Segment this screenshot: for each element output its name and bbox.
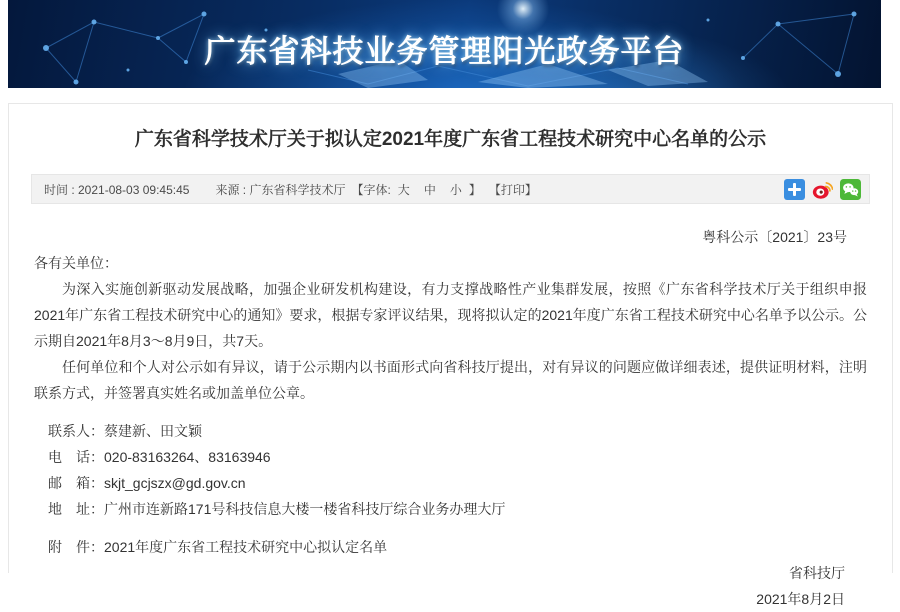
page-title: 广东省科学技术厅关于拟认定2021年度广东省工程技术研究中心名单的公示	[134, 129, 767, 150]
contact-block	[34, 418, 867, 522]
contact-address-line	[48, 496, 867, 522]
contact-person-line	[48, 418, 867, 444]
meta-bar	[31, 174, 870, 204]
font-size-label-end: 】	[468, 182, 481, 197]
bshare-icon[interactable]	[784, 179, 805, 200]
signature-block	[34, 560, 845, 612]
font-medium-button[interactable]: 中	[423, 182, 436, 197]
print-button[interactable]: 【打印】	[488, 182, 537, 197]
article-card	[8, 103, 893, 607]
contact-label: 地 址：	[48, 501, 104, 517]
contact-email-line	[48, 470, 867, 496]
site-banner	[8, 0, 881, 88]
paragraph: 任何单位和个人对公示如有异议，请于公示期内以书面形式向省科技厅提出，对有异议的问题应做详细表述，提供证明材料，注明联系方式，并签署真实姓名或加盖单位公章。	[34, 359, 867, 401]
attachment-label: 附 件：	[48, 539, 104, 555]
signature-date: 2021年8月2日	[756, 591, 845, 607]
contact-value: 蔡建新、田文颖	[104, 423, 202, 439]
font-size-control	[351, 181, 480, 198]
contact-value: 广州市连新路171号科技信息大楼一楼省科技厅综合业务办理大厅	[104, 501, 506, 517]
signature-org: 省科技厅	[789, 565, 845, 581]
weibo-icon[interactable]	[812, 179, 833, 200]
site-title: 广东省科技业务管理阳光政务平台	[204, 34, 685, 69]
article-source: 来源 : 广东省科学技术厅	[215, 182, 346, 197]
paragraph: 为深入实施创新驱动发展战略，加强企业研发机构建设，有力支撑战略性产业集群发展，按照《广东省科学技术厅关于组织申报2021年广东省工程技术研究中心的通知》要求，根据专家评议结果，现将拟认定的2021年度广东省工程技术研究中心名单予以公示。公示期自2021年8月3～8月9日，共7天。	[34, 281, 867, 349]
wechat-icon[interactable]	[840, 179, 861, 200]
contact-label: 联系人：	[48, 423, 104, 439]
font-large-button[interactable]: 大	[397, 182, 410, 197]
font-small-button[interactable]: 小	[449, 182, 462, 197]
contact-label: 电 话：	[48, 449, 104, 465]
doc-number: 粤科公示〔2021〕23号	[702, 229, 847, 245]
share-icon-group	[784, 179, 861, 200]
contact-value: 020-83163264、83163946	[104, 449, 271, 465]
attachment-link[interactable]: 2021年度广东省工程技术研究中心拟认定名单	[104, 539, 388, 555]
font-size-label: 【字体:	[351, 182, 391, 197]
contact-label: 邮 箱：	[48, 475, 104, 491]
publish-time: 时间 : 2021-08-03 09:45:45	[44, 182, 190, 197]
document-body	[9, 224, 892, 612]
contact-value: skjt_gcjszx@gd.gov.cn	[104, 475, 246, 491]
salutation: 各有关单位：	[34, 255, 118, 271]
attachment-line	[34, 534, 867, 560]
contact-phone-line	[48, 444, 867, 470]
